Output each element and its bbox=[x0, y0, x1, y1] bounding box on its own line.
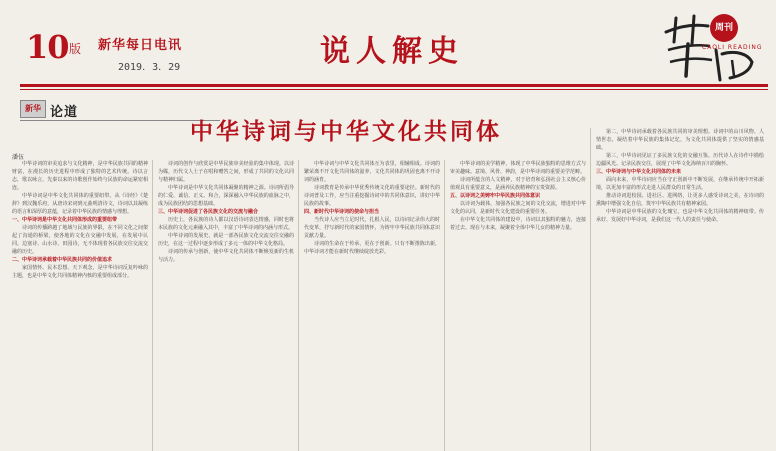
paragraph: 中华诗词的审美追求与文化精神，是中华民族共同的精神财富，在漫长的历史进程中形成了独特的艺术传统。诗以言志，歌以咏言，先秦以来的诗歌创作始终与民族的命运紧密相连。 bbox=[12, 161, 148, 191]
masthead bbox=[0, 0, 776, 86]
paragraph: 当代诗人应当立足时代，扎根人民，以诗词记录伟大的时代变革，抒写新时代的家国情怀，为铸牢中华民族共同体意识贡献力量。 bbox=[304, 217, 440, 239]
page-number: 10 bbox=[26, 28, 69, 66]
column-tag: 新华 bbox=[20, 100, 46, 118]
paragraph: 诗词的创作与欣赏是中华民族审美经验的集中体现。以诗为媒，历代文人士子在唱和赠答之间，形成了共同的文化认同与精神归属。 bbox=[158, 161, 294, 183]
paper-name: 新华每日电讯 bbox=[98, 38, 183, 53]
paragraph: 历史上，各民族的诗人都以汉语诗词表达情感，同时也将本民族的文化元素融入其中，丰富了中华诗词的内涵与形式。 bbox=[158, 217, 294, 231]
paragraph: 诗词的传播跨越了地域与民族的界限，在不同文化之间架起了沟通的桥梁，使各地的文化在交融中发展，在发展中认同。边塞诗、山水诗、田园诗，无不体现着各民族交往交流交融的历史。 bbox=[12, 225, 148, 255]
column-divider bbox=[298, 160, 299, 451]
paragraph: 在中华文化共同体的建设中，诗词以其独特的魅力，连接着过去、现在与未来，凝聚着全体中华儿女的精神力量。 bbox=[450, 217, 586, 231]
subheading: 二、中华诗词承载着中华民族共同的价值追求 bbox=[12, 257, 113, 263]
subheading: 四、新时代中华诗词的使命与担当 bbox=[304, 209, 380, 215]
paragraph: 中华诗词与中华文化共同体互为表里，相辅相成。诗词的繁荣离不开文化共同体的滋养，文化共同体的巩固也离不开诗词的涵育。 bbox=[304, 161, 440, 183]
header-rule bbox=[20, 84, 768, 87]
paragraph: 以诗词为载体，加强各民族之间的文化交流，增进对中华文化的认同，是新时代文化建设的重要任务。 bbox=[450, 201, 586, 215]
paragraph: 中华诗词是中华文化共同体凝聚的精神之源。诗词所倡导的仁爱、诚信、正义、和合，深深融入中华民族的血脉之中，成为民族团结的思想基础。 bbox=[158, 185, 294, 207]
subheading: 一、中华诗词是中华文化共同体形成的重要纽带 bbox=[12, 217, 118, 223]
subheading: 三、中华诗词与中华文化共同体的未来 bbox=[596, 169, 682, 175]
header-rule-thin bbox=[20, 89, 768, 90]
text-column-1 bbox=[12, 160, 148, 451]
paragraph: 第二，中华诗词承载着各民族共同的审美理想。诗词中的山川风物、人情世态，凝结着中华民族的集体记忆，为文化共同体提供了坚实的情感基础。 bbox=[596, 129, 764, 151]
column-label bbox=[20, 100, 80, 118]
paragraph: 诗词的传承与创新，使中华文化共同体不断焕发新的生机与活力。 bbox=[158, 249, 294, 263]
text-column-4 bbox=[450, 160, 586, 451]
text-column-3 bbox=[304, 160, 440, 451]
article-byline: 潘伍 bbox=[12, 154, 25, 161]
paragraph: 中华诗词的发展史，就是一部各民族文化交流交往交融的历史，在这一过程中逐步形成了多元一体的中华文化格局。 bbox=[158, 233, 294, 247]
paragraph: 诗词所蕴含的人文精神，对于培育和弘扬社会主义核心价值观具有重要意义，是涵养民族精神的宝贵资源。 bbox=[450, 177, 586, 191]
paragraph: 第三，中华诗词见证了多民族文化的交融互鉴。历代诗人在诗作中描绘边疆风光、记录民族交往，展现了中华文化海纳百川的胸怀。 bbox=[596, 153, 764, 167]
page-unit: 版 bbox=[69, 42, 82, 56]
section-title: 说人解史 bbox=[320, 34, 464, 69]
text-column-2 bbox=[158, 160, 294, 451]
column-divider bbox=[590, 128, 591, 451]
paragraph: 诗词教育是传承中华优秀传统文化的重要途径。新时代的诗词普及工作，应当注重挖掘诗词中的共同体意识，讲好中华民族的故事。 bbox=[304, 185, 440, 207]
subheading: 三、中华诗词促进了各民族文化的交流与融合 bbox=[158, 209, 259, 215]
paragraph: 家国情怀、民本思想、天下观念，是中华诗词反复吟咏的主题，也是中华文化共同体精神内核的重要组成部分。 bbox=[12, 265, 148, 279]
subheading: 五、以诗词之美铸牢中华民族共同体意识 bbox=[450, 193, 541, 199]
brand-english: CAOLI READING bbox=[702, 44, 763, 51]
paragraph: 中华诗词是中华文化共同体的重要纽带。从《诗经》《楚辞》到汉魏乐府，从唐诗宋词到元曲明清诗文，诗词以其凝练的语言和深厚的意蕴，记录着中华民族的情感与理想。 bbox=[12, 193, 148, 215]
column-divider bbox=[152, 160, 153, 451]
paragraph: 诗词的生命在于传承，更在于创新。只有不断推陈出新，中华诗词才能在新时代继续绽放光彩。 bbox=[304, 241, 440, 255]
column-divider bbox=[444, 160, 445, 451]
paragraph: 中华诗词是中华民族的文化瑰宝，也是中华文化共同体的精神纽带。传承好、发展好中华诗词，是我们这一代人的责任与使命。 bbox=[596, 209, 764, 223]
article-headline: 中华诗词与中华文化共同体 bbox=[190, 118, 502, 145]
paragraph: 中华诗词的美学精神，体现了中华民族独特的思维方式与审美趣味。意境、风骨、神韵，是中华诗词的重要美学范畴。 bbox=[450, 161, 586, 175]
issue-date: 2019．3．29 bbox=[118, 62, 181, 73]
column-title: 论道 bbox=[50, 105, 79, 120]
text-column-5 bbox=[596, 128, 764, 451]
weekly-badge: 周刊 bbox=[710, 14, 738, 42]
paragraph: 面向未来，中华诗词应当在守正创新中不断发展，在继承传统中开拓新境，以更加丰富的形式走进人民群众的日常生活。 bbox=[596, 177, 764, 191]
paragraph: 推动诗词进校园、进社区、进网络，让更多人感受诗词之美，在诗词的熏陶中增强文化自信，筑牢中华民族共有精神家园。 bbox=[596, 193, 764, 207]
